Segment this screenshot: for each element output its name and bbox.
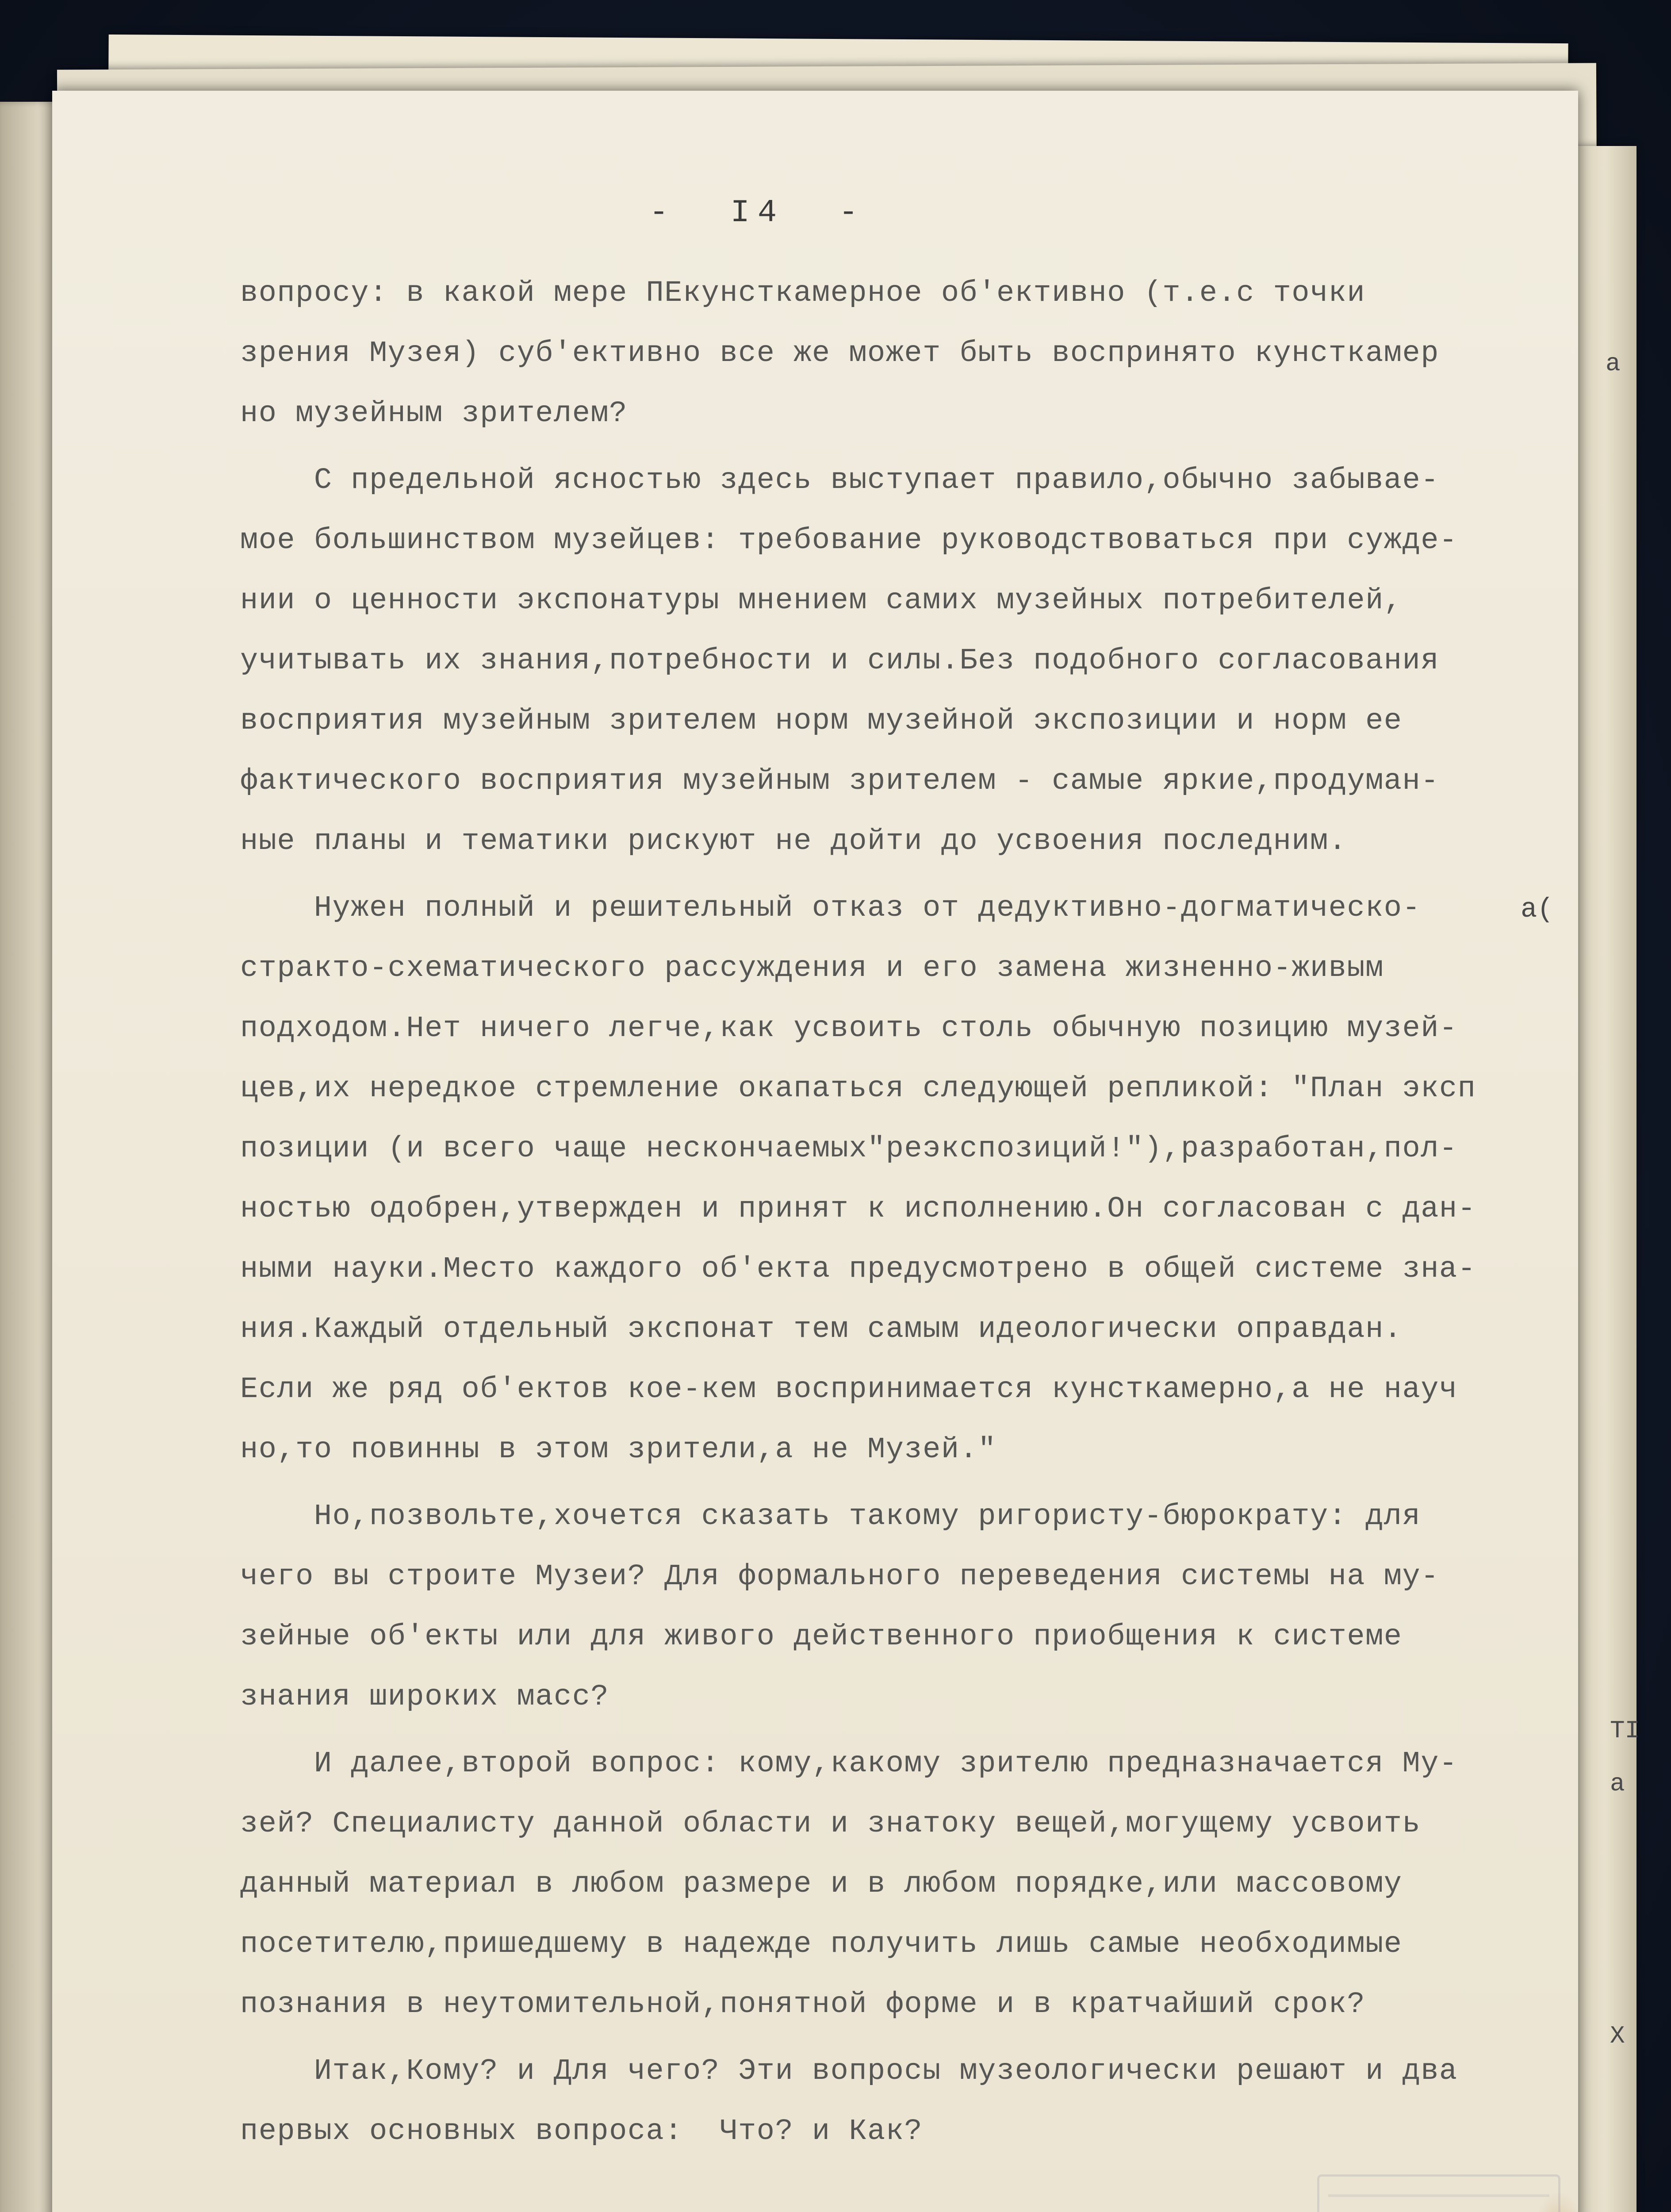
text-line: учитывать их знания,потребности и силы.Без подобного согласования — [240, 644, 1439, 678]
text-line: Но,позвольте,хочется сказать такому ригористу-бюрократу: для — [240, 1500, 1421, 1533]
text-line: ными науки.Место каждого об'екта предусмотрено в общей системе зна- — [240, 1252, 1476, 1286]
text-line: позиции (и всего чаще нескончаемых"реэкспозиций!"),разработан,пол- — [240, 1132, 1458, 1166]
text-line: чего вы строите Музеи? Для формального переведения системы на му- — [240, 1560, 1439, 1594]
text-line: зрения Музея) суб'ективно все же может быть воспринято кунсткамер — [240, 337, 1439, 370]
text-line: данный материал в любом размере и в любом порядке,или массовому — [240, 1867, 1403, 1901]
text-line: мое большинством музейцев: требование руководствоваться при сужде- — [240, 524, 1458, 557]
right-edge-sheet — [1575, 146, 1637, 2212]
text-line: фактического восприятия музейным зрителем - самые яркие,продуман- — [240, 764, 1439, 798]
text-line: С предельной ясностью здесь выступает правило,обычно забывае- — [240, 464, 1439, 497]
text-line: цев,их нередкое стремление окапаться следующей репликой: "План эксп — [240, 1072, 1476, 1106]
edge-fragment: ТІ — [1610, 1717, 1640, 1745]
text-line: первых основных вопроса: Что? и Как? — [240, 2115, 923, 2148]
text-line: ностью одобрен,утвержден и принят к исполнению.Он согласован с дан- — [240, 1192, 1476, 1226]
text-line: зейные об'екты или для живого действенного приобщения к системе — [240, 1620, 1403, 1654]
text-line: Итак,Кому? и Для чего? Эти вопросы музеологически решают и два — [240, 2055, 1458, 2088]
faded-stamp — [1317, 2174, 1560, 2212]
typewritten-body — [240, 263, 1580, 2162]
text-line: нии о ценности экспонатуры мнением самих музейных потребителей, — [240, 584, 1403, 618]
text-line: зей? Специалисту данной области и знатоку вещей,могущему усвоить — [240, 1807, 1421, 1841]
text-line: ные планы и тематики рискуют не дойти до усвоения последним. — [240, 825, 1347, 858]
document-page — [52, 91, 1578, 2212]
text-line: но музейным зрителем? — [240, 397, 628, 430]
text-line: ния.Каждый отдельный экспонат тем самым идеологически оправдан. — [240, 1313, 1403, 1346]
edge-fragment: Х — [1610, 2022, 1625, 2050]
text-line: вопросу: в какой мере ПЕкунсткамерное об'ективно (т.е.с точки — [240, 276, 1366, 310]
text-line: И далее,второй вопрос: кому,какому зрителю предназначается Му- — [240, 1747, 1458, 1781]
edge-fragment: а — [1606, 349, 1621, 378]
text-line: посетителю,пришедшему в надежде получить лишь самые необходимые — [240, 1928, 1403, 1961]
text-line: познания в неутомительной,понятной форме и в кратчайший срок? — [240, 1988, 1366, 2021]
text-line: восприятия музейным зрителем норм музейной экспозиции и норм ее — [240, 704, 1403, 738]
paper-stain — [1533, 2190, 1586, 2212]
text-line: Если же ряд об'ектов кое-кем воспринимается кунсткамерно,а не науч — [240, 1373, 1458, 1406]
text-line: стракто-схематического рассуждения и его замена жизненно-живым — [240, 952, 1384, 985]
margin-fragment: а( — [1521, 894, 1554, 925]
text-line: Нужен полный и решительный отказ от дедуктивно-догматическо- — [240, 891, 1421, 925]
text-line: но,то повинны в этом зрители,а не Музей." — [240, 1433, 996, 1467]
edge-fragment: а — [1610, 1770, 1625, 1798]
text-line: знания широких масс? — [240, 1680, 609, 1714]
text-line: подходом.Нет ничего легче,как усвоить столь обычную позицию музей- — [240, 1012, 1458, 1045]
page-number: - I4 - — [649, 195, 866, 231]
